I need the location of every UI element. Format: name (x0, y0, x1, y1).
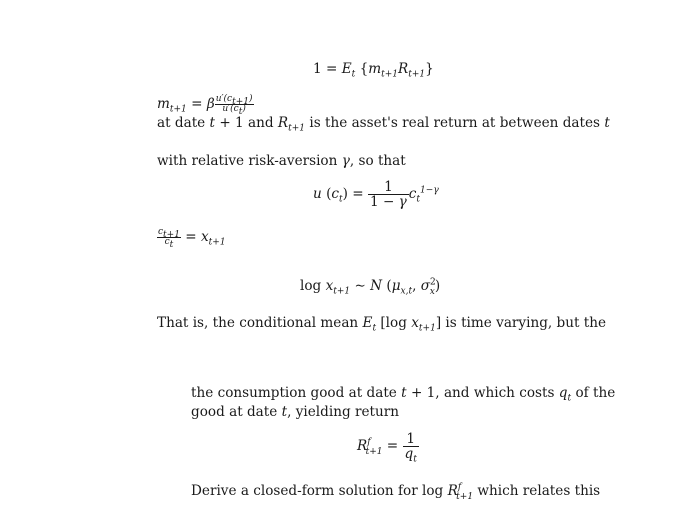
kernel-line-1: $m_{t+1} = \beta$ $\frac{u'(c_{t+1})}{u'(c_t)}$ (157, 94, 253, 117)
derive-line-1: Derive a closed-form solution for $\log R^f_{t+1}$ which relates this (191, 482, 601, 502)
kernel-line-2: at date t + 1 and $R_{t+1}$ is the asset's real return at between dates t (157, 115, 610, 134)
riskfree-equation: $R^f_{t+1}$ = $\frac{1}{q_t}$ (357, 431, 417, 465)
kernel-line-4: with relative risk-aversion γ, so that (157, 153, 406, 169)
lognormal-equation: $\log x_{t+1}$ ∼ N ($\mu_{x,t}$, $\sigma^2_x$) (300, 277, 441, 297)
utility-equation: u $(c_t)$ = $\frac{1}{1 - \gamma}$ $c_t^{1-\gamma}$ (313, 179, 439, 210)
conditional-line-1: That is, the conditional mean $E_t$ [log $x_{t+1}$] is time varying, but the (157, 315, 607, 334)
growth-line-1: $\frac{c_{t+1}}{c_t}$ = $x_{t+1}$ (158, 227, 226, 250)
part-a-line-3: good at date t, yielding return (191, 404, 399, 420)
part-a-line-2: the consumption good at date t + 1, and which costs $q_t$ of the (191, 385, 616, 404)
euler-equation: $1 = E_t$ $\{m_{t+1}R_{t+1}\}$ (313, 61, 434, 80)
